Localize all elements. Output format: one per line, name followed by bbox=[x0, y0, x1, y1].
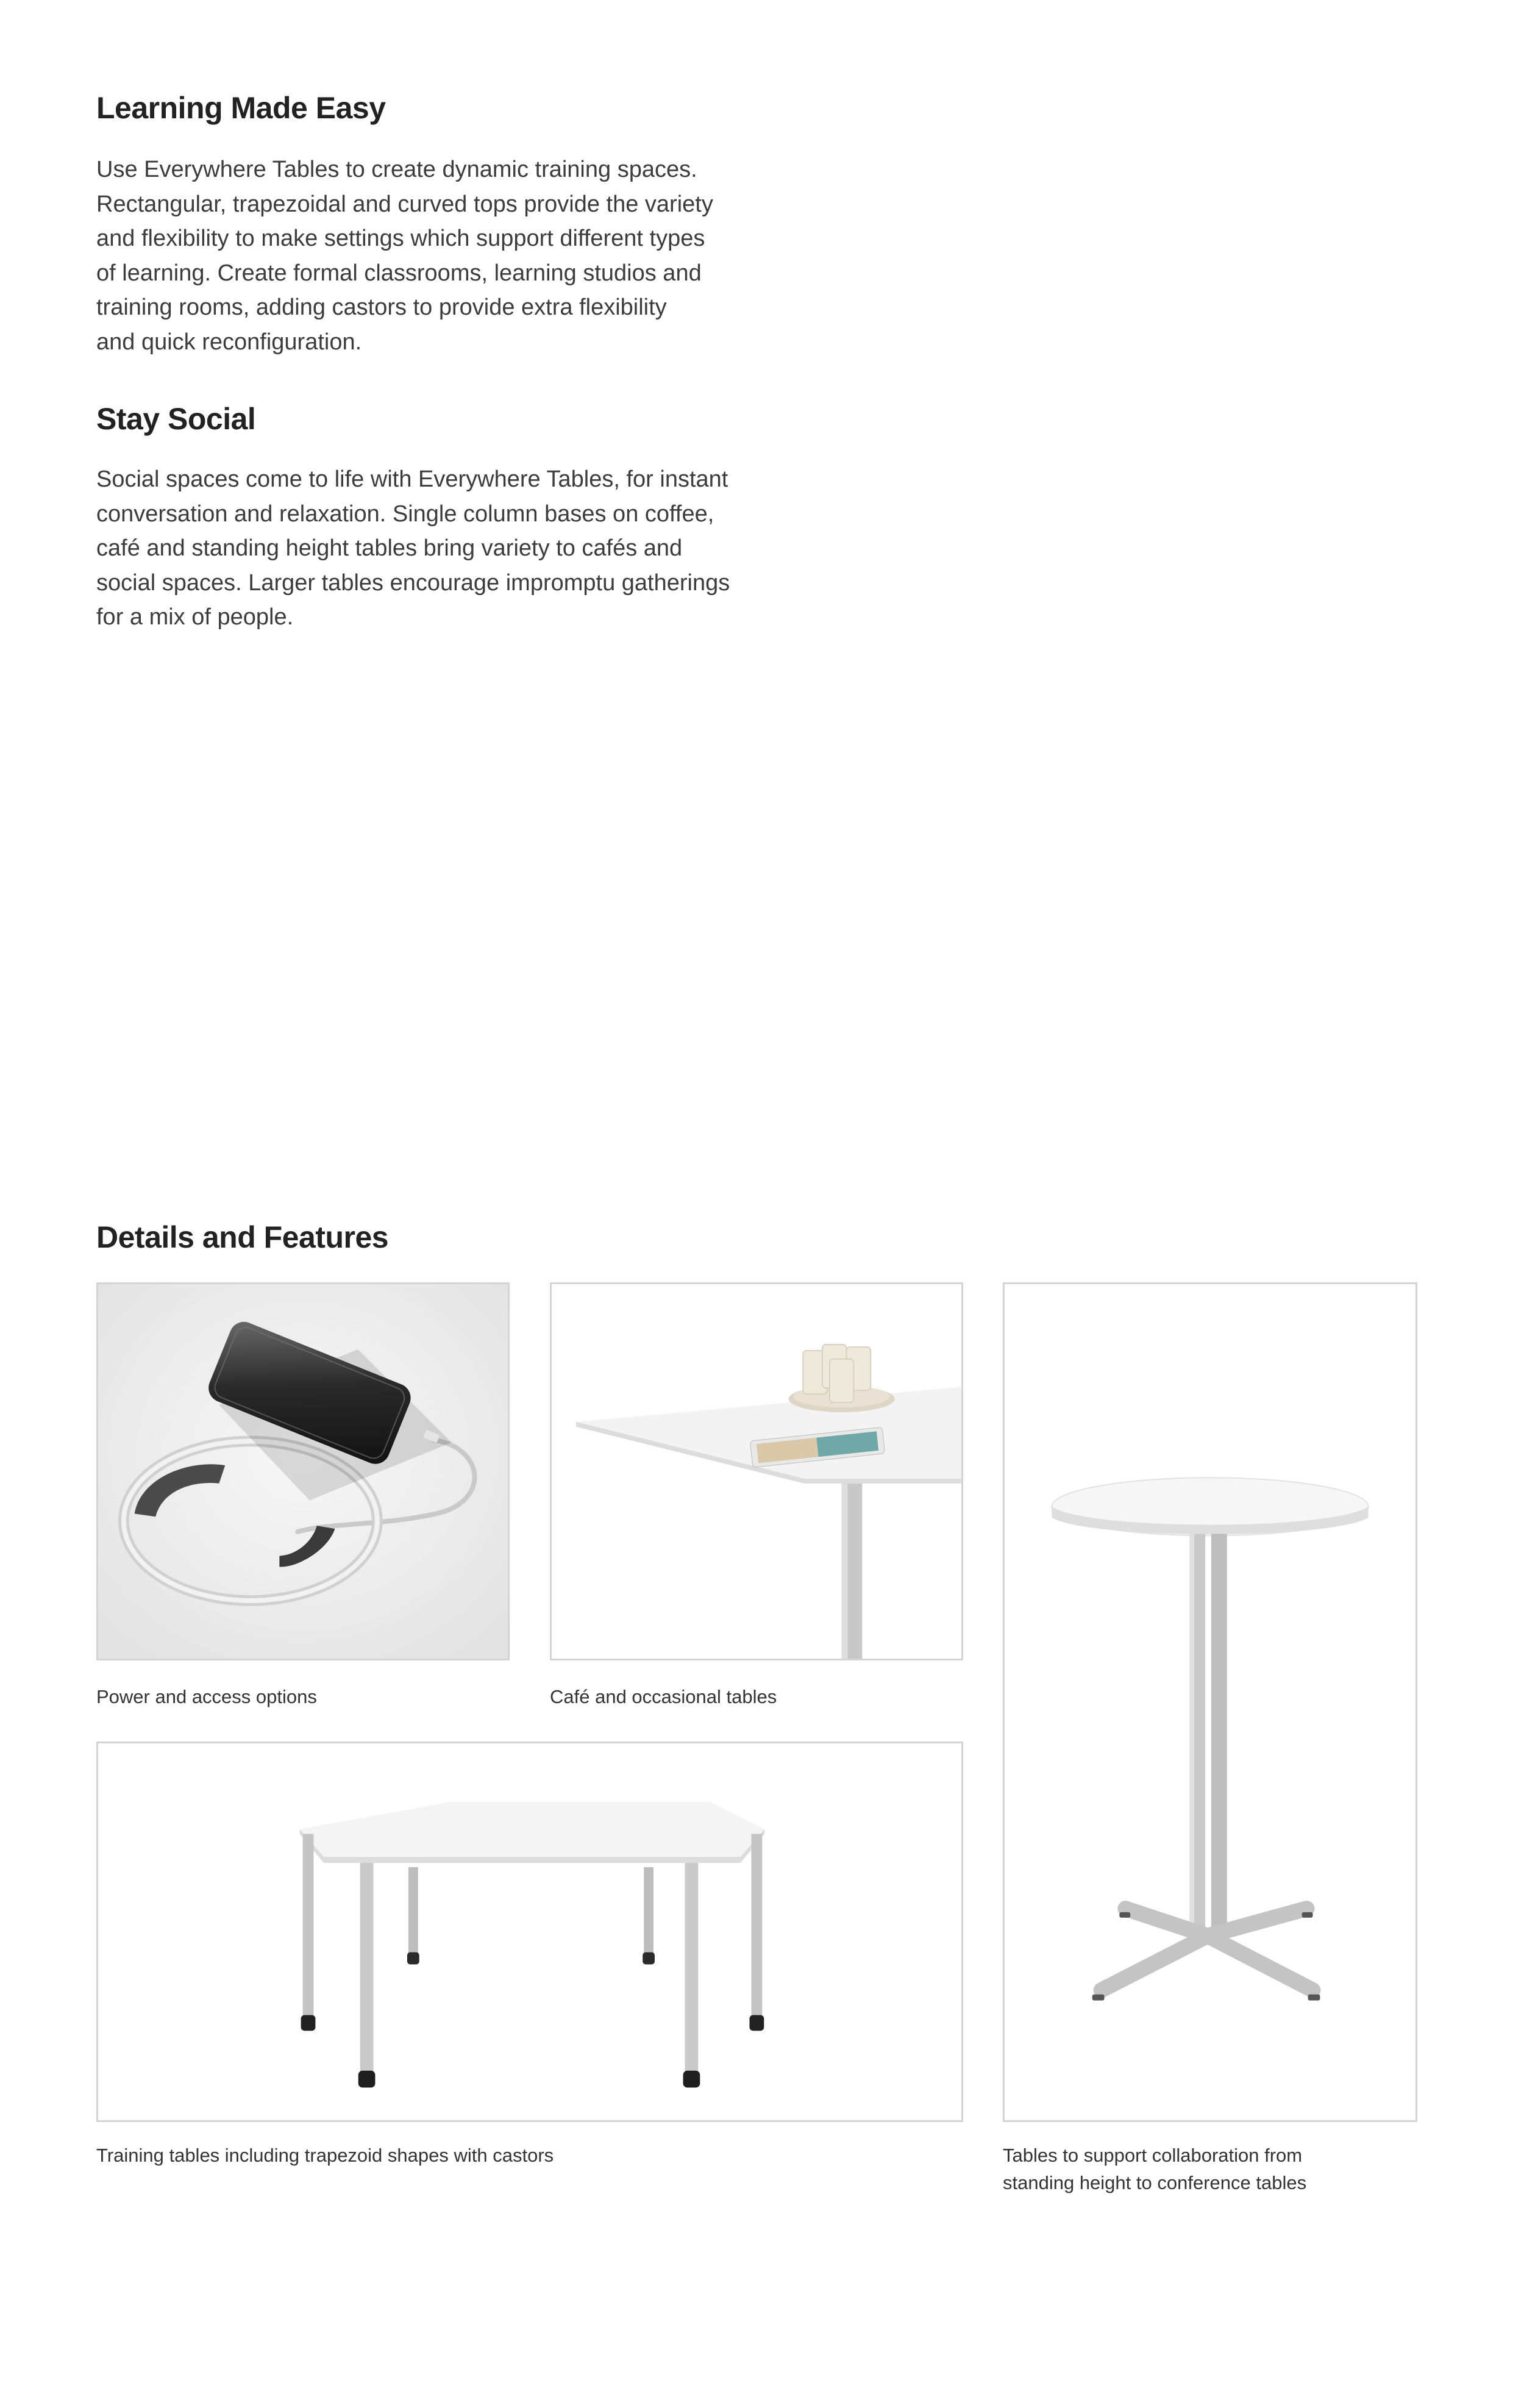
section-heading-learning: Learning Made Easy bbox=[96, 91, 386, 125]
section-body-social bbox=[96, 462, 797, 635]
caption-collaboration-line1: Tables to support collaboration from bbox=[1003, 2145, 1303, 2166]
body-line: Rectangular, trapezoidal and curved tops provide the variety bbox=[96, 191, 713, 217]
phone-charging-illustration bbox=[98, 1284, 508, 1659]
body-line: training rooms, adding castors to provide extra flexibility bbox=[96, 295, 667, 320]
image-standing-table bbox=[1003, 1282, 1417, 2122]
section-body-learning bbox=[96, 152, 797, 359]
body-line: social spaces. Larger tables encourage impromptu gatherings bbox=[96, 570, 730, 596]
body-line: for a mix of people. bbox=[96, 604, 294, 630]
caption-cafe-tables: Café and occasional tables bbox=[550, 1686, 777, 1707]
round-table-illustration bbox=[1005, 1284, 1415, 2120]
body-line: of learning. Create formal classrooms, learning studios and bbox=[96, 260, 702, 286]
body-line: and quick reconfiguration. bbox=[96, 329, 362, 355]
image-training-table bbox=[96, 1742, 963, 2122]
body-line: conversation and relaxation. Single column bases on coffee, bbox=[96, 501, 714, 527]
caption-power-access: Power and access options bbox=[96, 1686, 317, 1707]
body-line: Use Everywhere Tables to create dynamic training spaces. bbox=[96, 157, 697, 182]
section-heading-social: Stay Social bbox=[96, 402, 256, 436]
image-cafe-table bbox=[550, 1282, 963, 1660]
caption-collaboration-line2: standing height to conference tables bbox=[1003, 2172, 1307, 2193]
body-line: Social spaces come to life with Everywhere Tables, for instant bbox=[96, 466, 728, 492]
image-power-access bbox=[96, 1282, 510, 1660]
body-line: café and standing height tables bring variety to cafés and bbox=[96, 535, 683, 561]
body-line: and flexibility to make settings which support different types bbox=[96, 226, 705, 251]
caption-training-tables: Training tables including trapezoid shapes with castors bbox=[96, 2145, 554, 2166]
details-heading: Details and Features bbox=[96, 1220, 389, 1254]
cafe-table-illustration bbox=[552, 1284, 961, 1659]
training-table-illustration bbox=[98, 1743, 961, 2120]
